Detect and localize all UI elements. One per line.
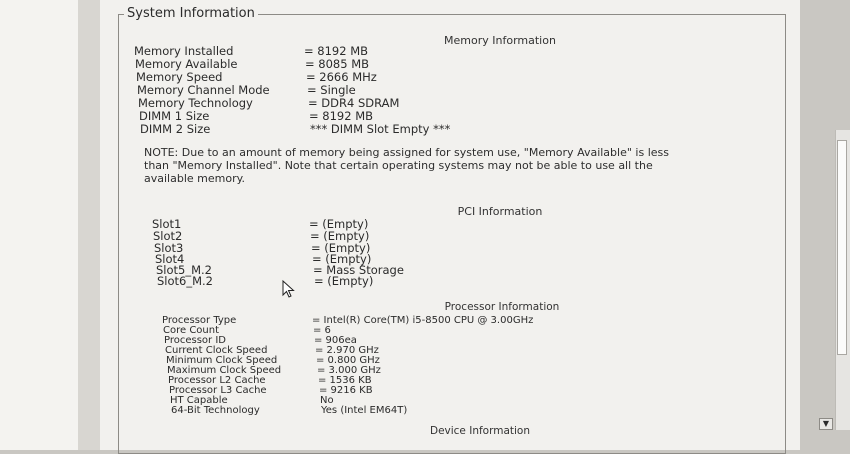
memory-key: Memory Technology xyxy=(138,96,253,110)
processor-value: = 0.800 GHz xyxy=(316,355,380,366)
processor-value: No xyxy=(320,395,334,406)
memory-value: = 8085 MB xyxy=(305,57,370,71)
memory-key: DIMM 1 Size xyxy=(139,109,210,123)
memory-key: Memory Speed xyxy=(136,70,223,84)
pci-value: = (Empty) xyxy=(312,252,372,266)
processor-key: Processor L3 Cache xyxy=(169,385,267,396)
processor-key: 64-Bit Technology xyxy=(171,405,260,416)
memory-note xyxy=(144,146,714,185)
pci-key: Slot2 xyxy=(153,229,183,243)
note-line: available memory. xyxy=(144,172,246,185)
device-heading: Device Information xyxy=(429,425,531,437)
scroll-down-button[interactable] xyxy=(819,418,833,430)
pci-key: Slot1 xyxy=(152,217,182,231)
processor-heading: Processor Information xyxy=(444,301,560,313)
pci-value: = (Empty) xyxy=(310,229,370,243)
memory-heading: Memory Information xyxy=(444,34,556,47)
note-line: NOTE: Due to an amount of memory being assigned for system use, "Memory Available" is less xyxy=(144,146,669,159)
scrollbar-thumb[interactable] xyxy=(837,140,847,355)
pci-value: = (Empty) xyxy=(311,241,371,255)
processor-value: = 9216 KB xyxy=(319,385,373,396)
pci-key: Slot3 xyxy=(154,241,184,255)
navigation-pane[interactable] xyxy=(0,0,79,450)
processor-value: Yes (Intel EM64T) xyxy=(321,405,408,416)
processor-value: = 3.000 GHz xyxy=(317,365,381,376)
processor-key: HT Capable xyxy=(170,395,228,406)
memory-value: *** DIMM Slot Empty *** xyxy=(310,122,451,136)
processor-key: Processor L2 Cache xyxy=(168,375,266,386)
pci-key: Slot4 xyxy=(155,252,185,266)
memory-key: Memory Channel Mode xyxy=(137,83,270,97)
processor-key: Minimum Clock Speed xyxy=(166,355,278,366)
pci-value: = Mass Storage xyxy=(313,263,404,277)
pci-value: = (Empty) xyxy=(309,217,369,231)
pci-heading: PCI Information xyxy=(457,205,543,218)
pci-key: Slot6_M.2 xyxy=(157,274,214,288)
memory-value: = 8192 MB xyxy=(304,44,369,58)
processor-key: Current Clock Speed xyxy=(165,345,268,356)
processor-key: Maximum Clock Speed xyxy=(167,365,282,376)
processor-value: = 6 xyxy=(313,325,331,336)
memory-key: Memory Available xyxy=(135,57,238,71)
processor-value: = 2.970 GHz xyxy=(315,345,379,356)
memory-value: = Single xyxy=(307,83,356,97)
memory-value: = DDR4 SDRAM xyxy=(308,96,400,110)
pci-key: Slot5_M.2 xyxy=(156,263,213,277)
pane-divider xyxy=(78,0,100,450)
processor-key: Processor Type xyxy=(162,315,237,326)
processor-value: = 906ea xyxy=(314,335,357,346)
processor-value: = 1536 KB xyxy=(318,375,372,386)
memory-value: = 8192 MB xyxy=(309,109,374,123)
group-title: System Information xyxy=(124,6,258,21)
mouse-pointer-icon xyxy=(282,280,296,298)
processor-key: Core Count xyxy=(163,325,220,336)
memory-key: DIMM 2 Size xyxy=(140,122,211,136)
memory-key: Memory Installed xyxy=(134,44,234,58)
memory-value: = 2666 MHz xyxy=(306,70,377,84)
processor-value: = Intel(R) Core(TM) i5-8500 CPU @ 3.00GHz xyxy=(312,315,534,326)
note-line: than "Memory Installed". Note that certain operating systems may not be able to use all the xyxy=(144,159,653,172)
info-content xyxy=(130,30,730,440)
chevron-down-icon: ▼ xyxy=(822,419,830,428)
processor-key: Processor ID xyxy=(164,335,226,346)
pci-value: = (Empty) xyxy=(314,274,374,288)
system-information-panel xyxy=(100,0,830,450)
